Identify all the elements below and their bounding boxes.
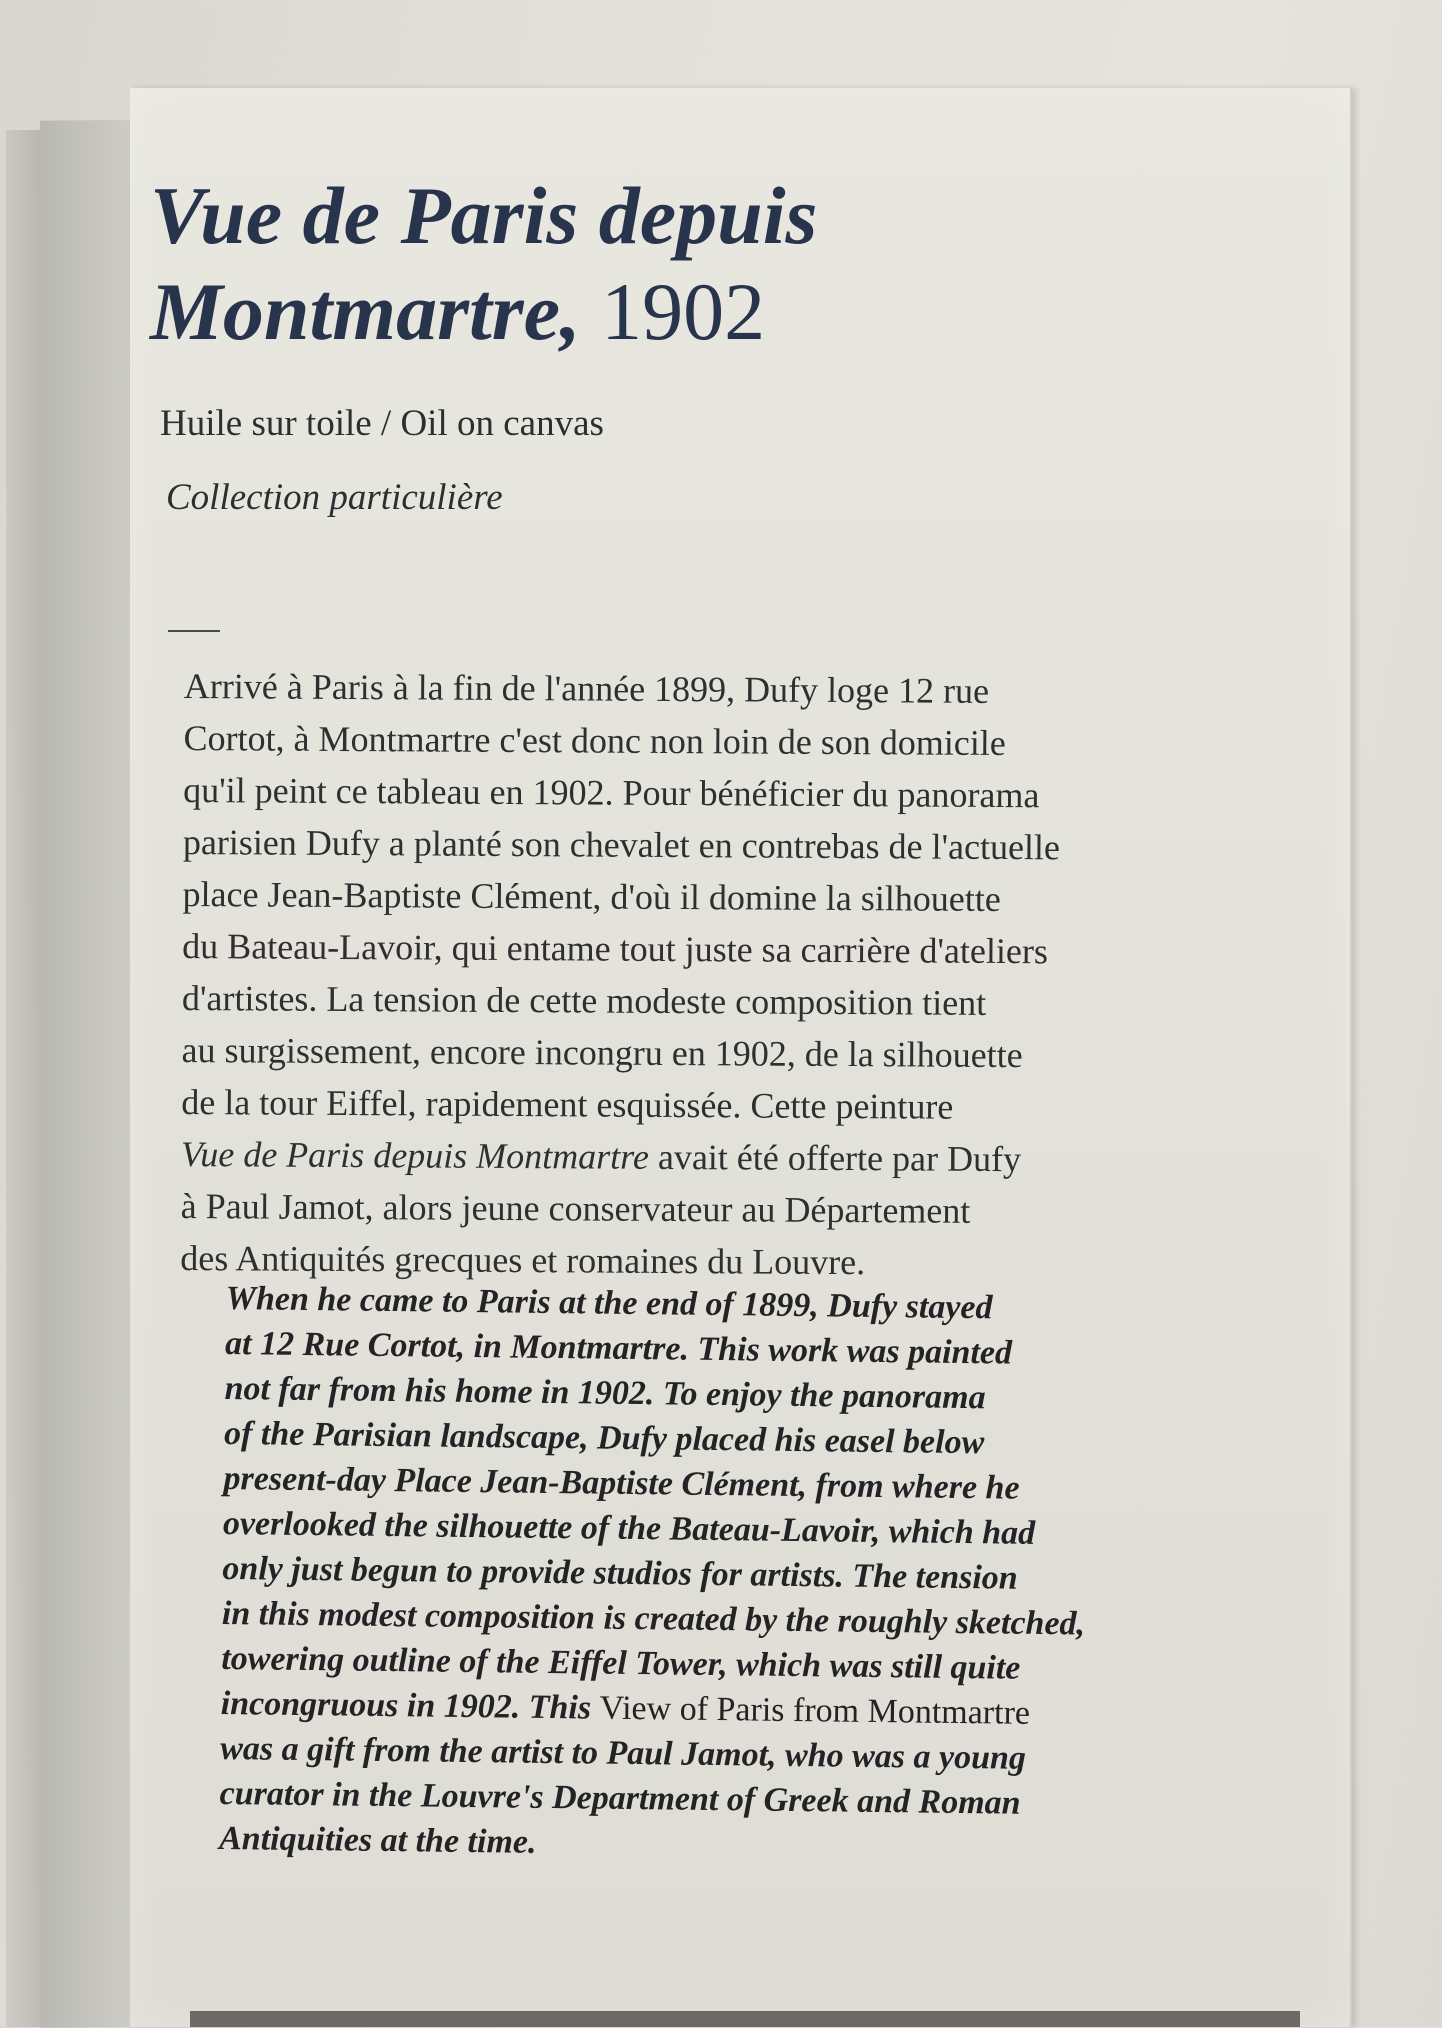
en-line: overlooked the silhouette of the Bateau-Lavoir, which had <box>222 1504 1036 1552</box>
en-line: Antiquities at the time. <box>218 1819 537 1861</box>
fr-line: de la tour Eiffel, rapidement esquissée. Cette peinture <box>181 1081 954 1127</box>
fr-line: des Antiquités grecques et romaines du Louvre. <box>180 1237 866 1283</box>
fr-line: au surgissement, encore incongru en 1902, de la silhouette <box>181 1029 1023 1076</box>
fr-line: place Jean-Baptiste Clément, d'où il domine la silhouette <box>182 873 1001 919</box>
fr-artwork-title: Vue de Paris depuis Montmartre <box>180 1133 650 1177</box>
artwork-collection: Collection particulière <box>166 477 503 518</box>
fr-line: à Paul Jamot, alors jeune conservateur au Département <box>180 1185 971 1231</box>
en-line: of the Parisian landscape, Dufy placed his easel below <box>223 1414 985 1462</box>
artwork-title <box>150 168 817 360</box>
en-line: was a gift from the artist to Paul Jamot, who was a young <box>220 1729 1027 1777</box>
en-line: When he came to Paris at the end of 1899, Dufy stayed <box>225 1279 993 1327</box>
fr-line <box>181 1128 1301 1187</box>
title-line-2: Montmartre, <box>150 266 581 357</box>
fr-line: parisien Dufy a planté son chevalet en contrebas de l'actuelle <box>182 821 1061 868</box>
en-line: in this modest composition is created by the roughly sketched, <box>221 1594 1086 1643</box>
description-english <box>219 1276 1286 1874</box>
en-artwork-title: View of Paris from Montmartre <box>599 1689 1031 1732</box>
artwork-medium: Huile sur toile / Oil on canvas <box>160 403 604 444</box>
en-line: present-day Place Jean-Baptiste Clément, from where he <box>223 1459 1020 1507</box>
en-line: only just begun to provide studios for artists. The tension <box>222 1549 1018 1597</box>
en-line: curator in the Louvre's Department of Greek and Roman <box>219 1774 1021 1822</box>
fr-line: Cortot, à Montmartre c'est donc non loin de son domicile <box>183 717 1006 764</box>
fr-line: Arrivé à Paris à la fin de l'année 1899, Dufy loge 12 rue <box>183 665 990 711</box>
fr-line-rest: avait été offerte par Dufy <box>648 1136 1022 1180</box>
en-line: towering outline of the Eiffel Tower, which was still quite <box>221 1639 1021 1687</box>
en-line-start: incongruous in 1902. This <box>220 1684 600 1727</box>
divider <box>168 630 220 632</box>
title-line-1: Vue de Paris depuis <box>150 170 818 261</box>
en-line: at 12 Rue Cortot, in Montmartre. This work was painted <box>224 1324 1013 1372</box>
fr-line: d'artistes. La tension de cette modeste composition tient <box>181 977 987 1023</box>
title-year: 1902 <box>580 266 766 357</box>
en-line: not far from his home in 1902. To enjoy the panorama <box>224 1369 986 1417</box>
description-french <box>180 660 1304 1291</box>
plaque-bottom-rim <box>190 2011 1300 2027</box>
fr-line: qu'il peint ce tableau en 1902. Pour bénéficier du panorama <box>183 769 1040 816</box>
fr-line: du Bateau-Lavoir, qui entame tout juste sa carrière d'ateliers <box>182 925 1049 972</box>
